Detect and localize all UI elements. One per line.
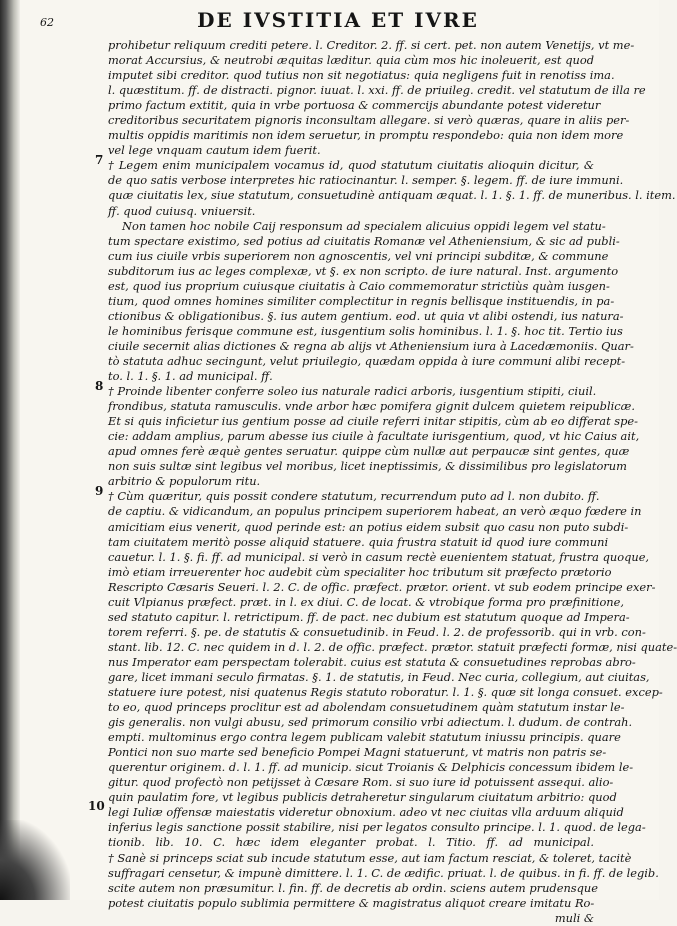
text-line: scite autem non præsumitur. l. fin. ff. de decretis ab ordin. sciens autem prudensque	[108, 880, 599, 895]
text-line: empti. multominus ergo contra legem publicam valebit statutum iniussu principis. quare	[108, 730, 621, 745]
text-line: legi Iuliæ offensæ maiestatis videretur obnoxium. adeo vt nec ciuitas vlla arduum aliquid	[108, 805, 624, 820]
text-line: l. quæstitum. ff. de distracti. pignor. iuuat. l. xxi. ff. de priuileg. credit. vel statutum de illa re	[108, 83, 646, 98]
text-line: multis oppidis maritimis non idem seruetur, in promptu respondebo: quia non idem more	[108, 128, 624, 143]
text-line: statuere iure potest, nisi quatenus Regis statuto roboratur. l. 1. §. quæ sit longa consuet. excep-	[108, 685, 663, 700]
book-gutter-shadow	[0, 0, 20, 900]
text-line: gitur. quod profectò non petijsset à Cæsare Rom. si suo iure id potuissent assequi. alio-	[108, 775, 614, 790]
text-line: † Legem enim municipalem vocamus id, quod statutum ciuitatis alioquin dicitur, &	[108, 158, 594, 173]
text-line: Rescripto Cæsaris Seueri. l. 2. C. de offic. præfect. prætor. orient. vt sub eodem principe exer-	[108, 579, 656, 594]
text-line: gare, licet immani seculo firmatas. §. 1. de statutis, in Feud. Nec curia, collegium, aut ciuitas,	[108, 669, 650, 684]
text-line: muli &	[554, 910, 594, 925]
text-line: gis generalis. non vulgi abusu, sed primorum consilio vrbi adiectum. l. dudum. de contrah.	[108, 715, 633, 730]
text-line: ff. quod cuiusq. vniuersit.	[108, 203, 256, 218]
text-line: de captiu. & vidicandum, an populus principem superiorem habeat, an verò æquo fœdere in	[108, 504, 642, 519]
text-line: suffragari censetur, & impunè dimittere. l. 1. C. de ædific. priuat. l. de quibus. in fi. ff. de legib.	[108, 865, 659, 880]
body-text	[108, 38, 677, 926]
text-line: tò statuta adhuc secingunt, velut priuilegio, quædam oppida à iure communi alibi recept-	[108, 353, 626, 368]
text-line: quin paulatim fore, vt legibus publicis detraheretur singularum ciuitatum arbitrio: quod	[108, 790, 617, 805]
text-line: to. l. 1. §. 1. ad municipal. ff.	[108, 369, 273, 384]
text-line: creditoribus securitatem pignoris inconsultam allegare. si verò quæras, quare in aliis per-	[108, 113, 630, 128]
text-line: stant. lib. 12. C. nec quidem in d. l. 2. de offic. præfect. prætor. statuit præfecti formæ, nisi quate-	[108, 639, 677, 654]
text-line: tium, quod omnes homines similiter complectitur in regnis bellisque instituendis, in pa-	[108, 293, 615, 308]
text-line: cie: addam amplius, parum abesse ius ciuile à facultate iurisgentium, quod, vt hic Caius ait,	[108, 429, 640, 444]
folio-number: 62	[40, 16, 54, 29]
text-line: ciuile secernit alias dictiones & regna ab alijs vt Atheniensium iura à Lacedæmoniis. Quar-	[108, 338, 634, 353]
text-line: inferius legis sanctione possit stabilire, nisi per legatos consulto principe. l. 1. quod. de lega-	[108, 820, 646, 835]
text-line: subditorum ius ac leges complexæ, vt §. ex non scripto. de iure natural. Inst. argumento	[108, 263, 619, 278]
text-line: non suis sultæ sint legibus vel moribus, licet ineptissimis, & dissimilibus pro legislatorum	[108, 459, 627, 474]
text-line: Et si quis inficietur ius gentium posse ad ciuile referri initar stipitis, cùm ab eo differat spe-	[108, 414, 639, 429]
text-line: cauetur. l. 1. §. fi. ff. ad municipal. si verò in casum rectè euenientem statuat, frustra quoque,	[108, 549, 650, 564]
text-line: torem referri. §. pe. de statutis & consuetudinib. in Feud. l. 2. de professorib. qui in vrb. con-	[108, 624, 646, 639]
book-corner-shadow	[0, 820, 70, 900]
text-line: imò etiam irreuerenter hoc audebit cùm specialiter hoc tributum sit præfecto prætorio	[108, 564, 612, 579]
text-line: potest ciuitatis populo sublimia permittere & magistratus aliquot creare imitatu Ro-	[108, 895, 595, 910]
text-line: Pontici non suo marte sed beneficio Pompei Magni statuerunt, vt matris non patris se-	[108, 745, 607, 760]
page-header	[38, 6, 638, 40]
margin-section-number: 10	[88, 799, 105, 813]
text-line: arbitrio & populorum ritu.	[108, 474, 261, 489]
text-line: quæ ciuitatis lex, siue statutum, consuetudinè antiquam æquat. l. 1. §. 1. ff. de muneribus. l. item.	[108, 188, 676, 203]
text-line: apud omnes ferè æquè gentes seruatur. quippe cùm nullæ aut perpaucæ sint gentes, quæ	[108, 444, 630, 459]
text-line: le hominibus ferisque commune est, iusgentium solis hominibus. l. 1. §. hoc tit. Tertio ius	[108, 323, 623, 338]
text-line: morat Accursius, & neutrobi æquitas læditur. quia cùm mos hic inoleuerit, est quod	[108, 53, 594, 68]
text-line: est, quod ius proprium cuiusque ciuitatis à Caio commemoratur strictiùs quàm iusgen-	[108, 278, 610, 293]
text-line: cum ius ciuile vrbis superiorem non agnoscentis, vel vni principi subditæ, & commune	[108, 248, 609, 263]
margin-section-number: 8	[95, 379, 104, 393]
text-line: cuit Vlpianus præfect. præt. in l. ex diui. C. de locat. & vtrobique forma pro præfinitione,	[108, 594, 625, 609]
text-line: † Proinde libenter conferre soleo ius naturale radici arboris, iusgentium stipiti, ciuil.	[108, 384, 597, 399]
text-line: † Sanè si princeps sciat sub incude statutum esse, aut iam factum resciat, & toleret, tacitè	[108, 850, 632, 865]
text-line: querentur originem. d. l. 1. ff. ad municip. sicut Troianis & Delphicis concessum ibidem le-	[108, 760, 634, 775]
text-line: to eo, quod princeps proclitur est ad abolendam consuetudinem quàm statutum instar le-	[108, 700, 625, 715]
text-line: nus Imperator eam perspectam tolerabit. cuius est statuta & consuetudines reprobas abro-	[108, 654, 636, 669]
text-line: de quo satis verbose interpretes hic ratiocinantur. l. semper. §. legem. ff. de iure immuni.	[108, 173, 624, 188]
text-line: vel lege vnquam cautum idem fuerit.	[108, 143, 321, 158]
text-line: prohibetur reliquum crediti petere. l. Creditor. 2. ff. si cert. pet. non autem Venetijs, vt me-	[108, 38, 635, 52]
text-line: ctionibus & obligationibus. §. ius autem gentium. eod. ut quia vt alibi ostendi, ius natura-	[108, 308, 624, 323]
text-line: Non tamen hoc nobile Caij responsum ad specialem alicuius oppidi legem vel statu-	[122, 218, 606, 233]
text-line: amicitiam eius venerit, quod perinde est: an potius eidem subsit quo casu non puto subdi-	[108, 519, 629, 534]
running-title: DE IVSTITIA ET IVRE	[197, 8, 479, 32]
text-line: sed statuto capitur. l. retrictipum. ff. de pact. nec dubium est statutum quoque ad Impera-	[108, 609, 630, 624]
text-line: tionib. lib. 10. C. hæc idem eleganter probat. l. Titio. ff. ad municipal.	[108, 835, 594, 850]
margin-section-number: 7	[95, 153, 104, 167]
text-line: tum spectare existimo, sed potius ad ciuitatis Romanæ vel Atheniensium, & sic ad publi-	[108, 233, 620, 248]
text-line: tam ciuitatem meritò posse aliquid statuere. quia frustra statuit id quod iure communi	[108, 534, 609, 549]
text-line: † Cùm quæritur, quis possit condere statutum, recurrendum puto ad l. non dubito. ff.	[108, 489, 600, 504]
text-line: imputet sibi creditor. quod tutius non sit negotiatus: quia negligens fuit in renotiss ima.	[108, 68, 615, 83]
margin-section-number: 9	[95, 484, 104, 498]
text-line: frondibus, statuta ramusculis. vnde arbor hæc pomifera gignit dulcem quietem reipublicæ.	[108, 399, 635, 414]
text-line: primo factum extitit, quia in vrbe portuosa & commercijs abundante potest videretur	[108, 98, 601, 113]
